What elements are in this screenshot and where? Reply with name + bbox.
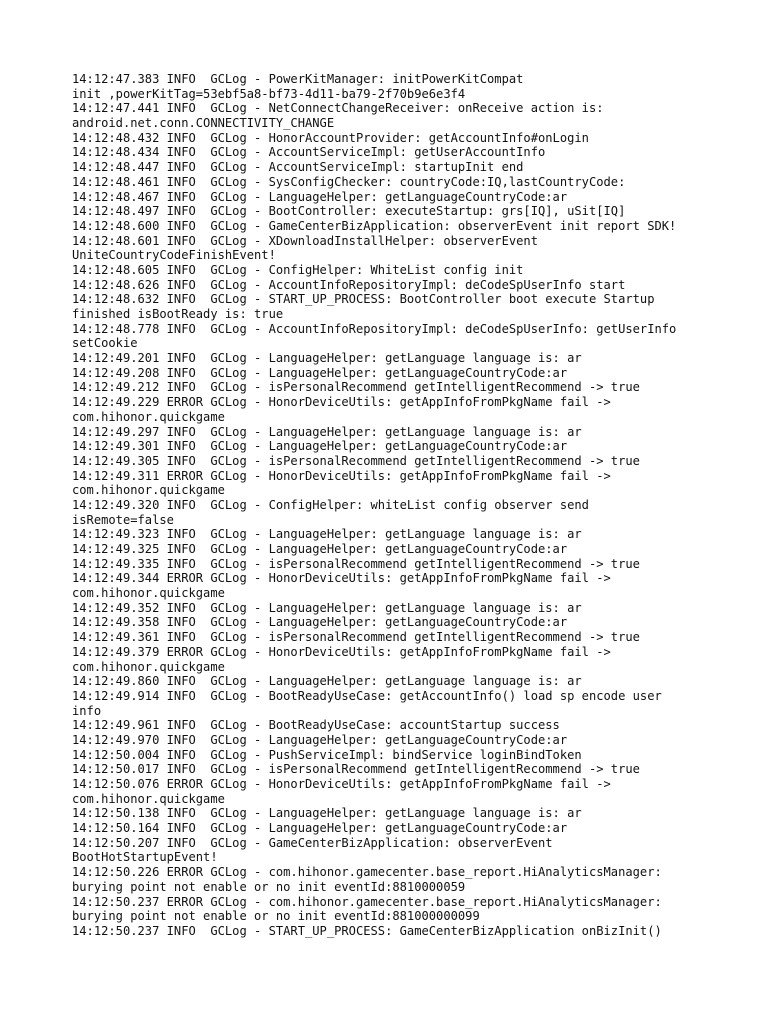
log-line: com.hihonor.quickgame [72,586,225,601]
log-line: 14:12:48.600 INFO GCLog - GameCenterBizApplication: observerEvent init report SDK! [72,218,677,233]
log-line: 14:12:49.352 INFO GCLog - LanguageHelper: getLanguage language is: ar [72,600,582,615]
log-line: 14:12:49.323 INFO GCLog - LanguageHelper: getLanguage language is: ar [72,527,582,542]
log-line: 14:12:48.434 INFO GCLog - AccountServiceImpl: getUserAccountInfo [72,145,546,160]
log-line: isRemote=false [72,512,174,527]
log-line: 14:12:49.358 INFO GCLog - LanguageHelper: getLanguageCountryCode:ar [72,615,568,630]
log-line: 14:12:47.383 INFO GCLog - PowerKitManager: initPowerKitCompat [72,72,524,86]
log-line: 14:12:48.432 INFO GCLog - HonorAccountProvider: getAccountInfo#onLogin [72,130,589,145]
log-line: 14:12:49.305 INFO GCLog - isPersonalRecommend getIntelligentRecommend -> true [72,453,640,468]
log-line: 14:12:50.004 INFO GCLog - PushServiceImpl: bindService loginBindToken [72,747,582,762]
log-line: 14:12:49.344 ERROR GCLog - HonorDeviceUtils: getAppInfoFromPkgName fail -> [72,571,611,586]
log-line: 14:12:49.970 INFO GCLog - LanguageHelper: getLanguageCountryCode:ar [72,732,568,747]
log-line: 14:12:49.860 INFO GCLog - LanguageHelper: getLanguage language is: ar [72,674,582,689]
log-line: 14:12:49.229 ERROR GCLog - HonorDeviceUtils: getAppInfoFromPkgName fail -> [72,395,611,410]
log-line: 14:12:50.138 INFO GCLog - LanguageHelper: getLanguage language is: ar [72,806,582,821]
log-line: com.hihonor.quickgame [72,791,225,806]
log-line: finished isBootReady is: true [72,307,284,321]
log-line: setCookie [72,336,138,351]
log-line: 14:12:49.361 INFO GCLog - isPersonalRecommend getIntelligentRecommend -> true [72,630,640,645]
log-line: 14:12:48.632 INFO GCLog - START_UP_PROCESS: BootController boot execute Startup [72,292,655,307]
log-line: 14:12:49.379 ERROR GCLog - HonorDeviceUtils: getAppInfoFromPkgName fail -> [72,644,611,659]
log-line: BootHotStartupEvent! [72,850,218,865]
log-line: 14:12:48.497 INFO GCLog - BootController: executeStartup: grs[IQ], uSit[IQ] [72,204,626,219]
log-line: 14:12:49.297 INFO GCLog - LanguageHelper: getLanguage language is: ar [72,424,582,439]
log-line: 14:12:49.320 INFO GCLog - ConfigHelper: whiteList config observer send [72,497,589,512]
log-line: info [72,703,102,718]
log-line: 14:12:49.311 ERROR GCLog - HonorDeviceUtils: getAppInfoFromPkgName fail -> [72,468,611,483]
log-line: burying point not enable or no init eventId:881000000099 [72,909,480,924]
log-line: 14:12:49.201 INFO GCLog - LanguageHelper: getLanguage language is: ar [72,351,582,366]
log-line: 14:12:50.237 INFO GCLog - START_UP_PROCESS: GameCenterBizApplication onBizInit() [72,923,662,938]
log-line: 14:12:48.601 INFO GCLog - XDownloadInstallHelper: observerEvent [72,233,538,248]
log-line: 14:12:48.447 INFO GCLog - AccountServiceImpl: startupInit end [72,160,524,175]
log-line: 14:12:50.237 ERROR GCLog - com.hihonor.gamecenter.base_report.HiAnalyticsManager: [72,894,662,909]
log-line: 14:12:50.076 ERROR GCLog - HonorDeviceUtils: getAppInfoFromPkgName fail -> [72,777,611,791]
log-line: burying point not enable or no init eventId:8810000059 [72,879,466,894]
log-text [72,72,712,939]
log-line: 14:12:48.605 INFO GCLog - ConfigHelper: WhiteList config init [72,262,524,277]
log-line: com.hihonor.quickgame [72,483,225,498]
log-line: 14:12:49.212 INFO GCLog - isPersonalRecommend getIntelligentRecommend -> true [72,380,640,395]
log-line: 14:12:49.914 INFO GCLog - BootReadyUseCase: getAccountInfo() load sp encode user [72,688,662,703]
log-line: com.hihonor.quickgame [72,659,225,674]
log-line: 14:12:50.207 INFO GCLog - GameCenterBizApplication: observerEvent [72,835,553,850]
log-line: 14:12:50.017 INFO GCLog - isPersonalRecommend getIntelligentRecommend -> true [72,762,640,777]
log-line: UniteCountryCodeFinishEvent! [72,248,276,263]
log-line: 14:12:49.335 INFO GCLog - isPersonalRecommend getIntelligentRecommend -> true [72,556,640,571]
log-line: init ,powerKitTag=53ebf5a8-bf73-4d11-ba79-2f70b9e6e3f4 [72,86,466,101]
log-line: 14:12:48.626 INFO GCLog - AccountInfoRepositoryImpl: deCodeSpUserInfo start [72,277,626,292]
log-line: 14:12:48.467 INFO GCLog - LanguageHelper: getLanguageCountryCode:ar [72,189,568,204]
log-line: 14:12:48.778 INFO GCLog - AccountInfoRepositoryImpl: deCodeSpUserInfo: getUserInfo [72,321,677,336]
log-line: com.hihonor.quickgame [72,409,225,424]
log-line: 14:12:49.301 INFO GCLog - LanguageHelper: getLanguageCountryCode:ar [72,439,568,454]
log-line: 14:12:47.441 INFO GCLog - NetConnectChangeReceiver: onReceive action is: [72,101,604,116]
log-line: 14:12:50.226 ERROR GCLog - com.hihonor.gamecenter.base_report.HiAnalyticsManager: [72,865,662,880]
log-line: android.net.conn.CONNECTIVITY_CHANGE [72,116,335,131]
log-line: 14:12:49.961 INFO GCLog - BootReadyUseCase: accountStartup success [72,718,560,733]
log-line: 14:12:48.461 INFO GCLog - SysConfigChecker: countryCode:IQ,lastCountryCode: [72,174,626,189]
log-line: 14:12:49.208 INFO GCLog - LanguageHelper: getLanguageCountryCode:ar [72,365,568,380]
log-line: 14:12:49.325 INFO GCLog - LanguageHelper: getLanguageCountryCode:ar [72,542,568,556]
log-line: 14:12:50.164 INFO GCLog - LanguageHelper: getLanguageCountryCode:ar [72,821,568,836]
